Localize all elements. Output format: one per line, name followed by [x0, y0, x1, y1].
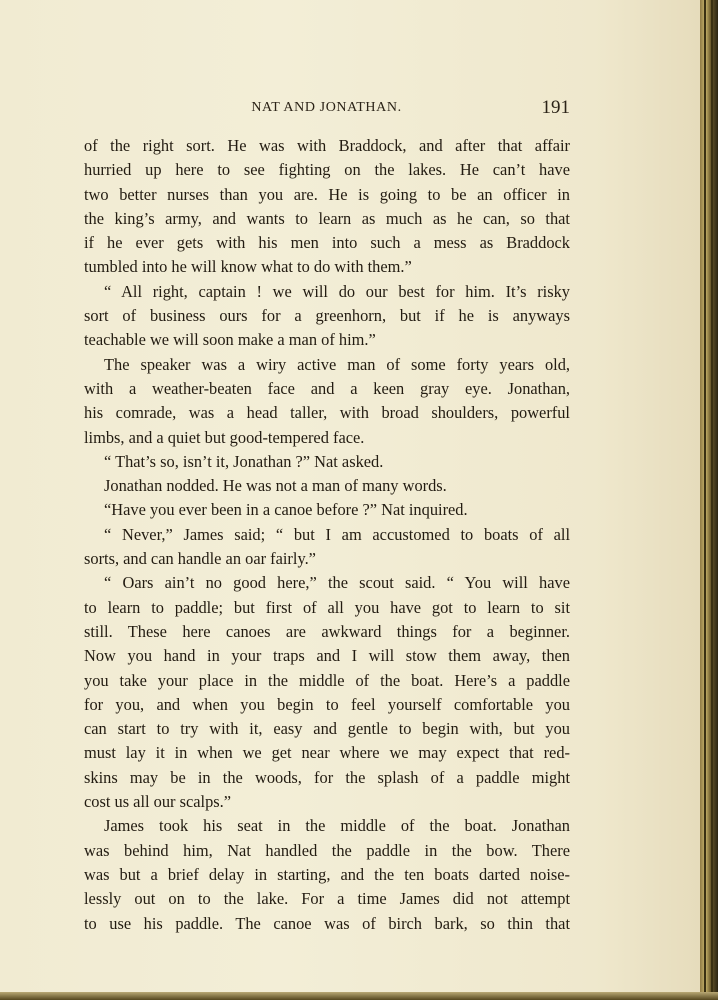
- text-line: can start to try with it, easy and gentle to begin with, but you: [84, 719, 570, 739]
- text-line: “ All right, captain ! we will do our best for him. It’s risky: [104, 281, 570, 301]
- text-line: still. These here canoes are awkward things for a beginner.: [84, 621, 570, 641]
- text-line: for you, and when you begin to feel yourself comfortable you: [84, 694, 570, 714]
- text-line: his comrade, was a head taller, with broad shoulders, powerful: [84, 403, 570, 423]
- text-line: lessly out on to the lake. For a time James did not attempt: [84, 889, 570, 909]
- text-line: the king’s army, and wants to learn as much as he can, so that: [84, 208, 570, 228]
- text-line: “ That’s so, isn’t it, Jonathan ?” Nat asked.: [104, 451, 384, 471]
- text-line: skins may be in the woods, for the splash of a paddle might: [84, 767, 570, 787]
- book-spine: [700, 0, 718, 1000]
- text-line: you take your place in the middle of the boat. Here’s a paddle: [84, 670, 570, 690]
- text-line: Jonathan nodded. He was not a man of many words.: [104, 476, 447, 496]
- text-line: to use his paddle. The canoe was of birch bark, so thin that: [84, 913, 570, 933]
- text-line: tumbled into he will know what to do with them.”: [84, 257, 412, 277]
- text-line: limbs, and a quiet but good-tempered face.: [84, 427, 365, 447]
- body-text: [84, 134, 570, 936]
- text-line: James took his seat in the middle of the boat. Jonathan: [104, 816, 570, 836]
- page-header: [83, 97, 570, 123]
- text-line: “Have you ever been in a canoe before ?” Nat inquired.: [104, 500, 468, 520]
- text-line: Now you hand in your traps and I will stow them away, then: [84, 646, 570, 666]
- text-line: “ Never,” James said; “ but I am accustomed to boats of all: [104, 524, 570, 544]
- text-line: must lay it in when we get near where we may expect that red-: [84, 743, 570, 763]
- text-line: The speaker was a wiry active man of some forty years old,: [104, 354, 570, 374]
- spine-stripe: [711, 0, 713, 1000]
- text-line: was but a brief delay in starting, and the ten boats darted noise-: [84, 864, 570, 884]
- text-line: teachable we will soon make a man of him.”: [84, 330, 376, 350]
- spine-stripe: [704, 0, 706, 1000]
- text-line: was behind him, Nat handled the paddle in the bow. There: [84, 840, 570, 860]
- running-title: NAT AND JONATHAN.: [251, 100, 402, 115]
- text-line: hurried up here to see fighting on the lakes. He can’t have: [84, 160, 570, 180]
- page-bottom-edge: [0, 992, 718, 1000]
- page-number: 191: [541, 97, 570, 118]
- text-line: to learn to paddle; but first of all you have got to learn to sit: [84, 597, 570, 617]
- text-line: sorts, and can handle an oar fairly.”: [84, 549, 316, 569]
- text-line: if he ever gets with his men into such a mess as Braddock: [84, 233, 570, 253]
- text-line: of the right sort. He was with Braddock, and after that affair: [84, 136, 570, 155]
- text-line: “ Oars ain’t no good here,” the scout said. “ You will have: [104, 573, 570, 593]
- text-line: two better nurses than you are. He is going to be an officer in: [84, 184, 570, 204]
- text-line: cost us all our scalps.”: [84, 792, 232, 812]
- text-line: with a weather-beaten face and a keen gray eye. Jonathan,: [84, 378, 570, 398]
- text-line: sort of business ours for a greenhorn, but if he is anyways: [84, 306, 570, 326]
